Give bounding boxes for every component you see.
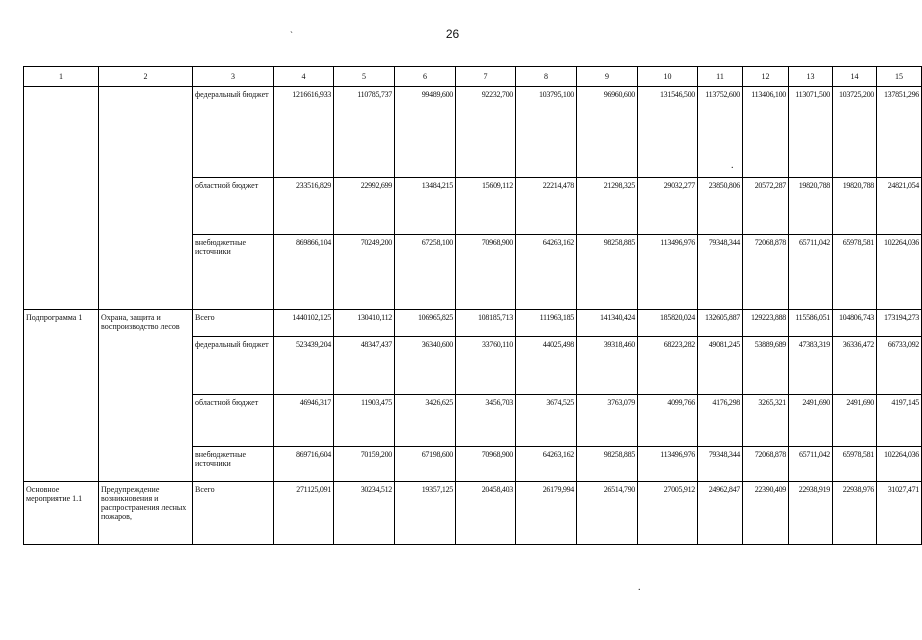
amount-cell: 46946,317	[274, 395, 334, 447]
column-number-header: 15	[877, 67, 922, 87]
amount-cell: 103725,200	[833, 87, 877, 178]
amount-cell: 65711,042	[789, 235, 833, 310]
amount-cell: 20572,287	[743, 178, 789, 235]
amount-cell: 92232,700	[456, 87, 516, 178]
amount-cell: 115586,051	[789, 310, 833, 337]
amount-cell: 2491,690	[833, 395, 877, 447]
amount-cell: 102264,036	[877, 235, 922, 310]
funding-source-cell: внебюджетные источники	[193, 235, 274, 310]
amount-cell: 113406,100	[743, 87, 789, 178]
table-row	[24, 87, 922, 178]
table-row	[24, 310, 922, 337]
scan-mark: `	[290, 30, 293, 40]
amount-cell: 1440102,125	[274, 310, 334, 337]
amount-cell: 24821,054	[877, 178, 922, 235]
amount-cell: 113496,976	[638, 447, 698, 482]
amount-cell: 48347,437	[334, 337, 395, 395]
funding-source-cell: федеральный бюджет	[193, 87, 274, 178]
program-description-cell	[99, 87, 193, 310]
amount-cell: 98258,885	[577, 447, 638, 482]
amount-cell: 3456,703	[456, 395, 516, 447]
amount-cell: 523439,204	[274, 337, 334, 395]
amount-cell: 2491,690	[789, 395, 833, 447]
amount-cell: 65978,581	[833, 235, 877, 310]
amount-cell: 70968,900	[456, 447, 516, 482]
page-number: 26	[445, 27, 460, 41]
amount-cell: 19357,125	[395, 482, 456, 545]
column-number-header: 3	[193, 67, 274, 87]
column-number-header: 1	[24, 67, 99, 87]
amount-cell: 102264,036	[877, 447, 922, 482]
amount-cell: 173194,273	[877, 310, 922, 337]
column-number-header: 12	[743, 67, 789, 87]
amount-cell: 131546,500	[638, 87, 698, 178]
amount-cell: 113752,600	[698, 87, 743, 178]
table-row	[24, 482, 922, 545]
amount-cell: 68223,282	[638, 337, 698, 395]
amount-cell: 110785,737	[334, 87, 395, 178]
amount-cell: 3674,525	[516, 395, 577, 447]
amount-cell: 29032,277	[638, 178, 698, 235]
amount-cell: 72068,878	[743, 447, 789, 482]
amount-cell: 36340,600	[395, 337, 456, 395]
amount-cell: 39318,460	[577, 337, 638, 395]
funding-source-cell: областной бюджет	[193, 178, 274, 235]
amount-cell: 26514,790	[577, 482, 638, 545]
amount-cell: 20458,403	[456, 482, 516, 545]
amount-cell: 49081,245	[698, 337, 743, 395]
amount-cell: 67198,600	[395, 447, 456, 482]
amount-cell: 108185,713	[456, 310, 516, 337]
amount-cell: 233516,829	[274, 178, 334, 235]
column-number-header: 8	[516, 67, 577, 87]
column-number-header: 10	[638, 67, 698, 87]
column-number-header: 11	[698, 67, 743, 87]
program-name-cell: Основное мероприятие 1.1	[24, 482, 99, 545]
amount-cell: 70159,200	[334, 447, 395, 482]
amount-cell: 98258,885	[577, 235, 638, 310]
amount-cell: 137851,296	[877, 87, 922, 178]
program-name-cell: Подпрограмма 1	[24, 310, 99, 482]
column-numbers-row	[24, 67, 922, 87]
amount-cell: 1216616,933	[274, 87, 334, 178]
amount-cell: 44025,498	[516, 337, 577, 395]
amount-cell: 13484,215	[395, 178, 456, 235]
amount-cell: 3426,625	[395, 395, 456, 447]
amount-cell: 4197,145	[877, 395, 922, 447]
amount-cell: 53889,689	[743, 337, 789, 395]
amount-cell: 11903,475	[334, 395, 395, 447]
amount-cell: 79348,344	[698, 447, 743, 482]
scan-speck: .	[731, 160, 734, 171]
amount-cell: 3763,079	[577, 395, 638, 447]
column-number-header: 9	[577, 67, 638, 87]
amount-cell: 869716,604	[274, 447, 334, 482]
amount-cell: 22390,409	[743, 482, 789, 545]
amount-cell: 19820,788	[789, 178, 833, 235]
amount-cell: 30234,512	[334, 482, 395, 545]
amount-cell: 72068,878	[743, 235, 789, 310]
amount-cell: 67258,100	[395, 235, 456, 310]
amount-cell: 106965,825	[395, 310, 456, 337]
amount-cell: 24962,847	[698, 482, 743, 545]
funding-source-cell: Всего	[193, 482, 274, 545]
amount-cell: 64263,162	[516, 447, 577, 482]
program-name-cell	[24, 87, 99, 310]
column-number-header: 7	[456, 67, 516, 87]
column-number-header: 5	[334, 67, 395, 87]
amount-cell: 22938,976	[833, 482, 877, 545]
amount-cell: 132605,887	[698, 310, 743, 337]
program-description-cell: Охрана, защита и воспроизводство лесов	[99, 310, 193, 482]
amount-cell: 130410,112	[334, 310, 395, 337]
amount-cell: 27005,912	[638, 482, 698, 545]
amount-cell: 22992,699	[334, 178, 395, 235]
amount-cell: 70249,200	[334, 235, 395, 310]
amount-cell: 96960,600	[577, 87, 638, 178]
amount-cell: 4176,298	[698, 395, 743, 447]
funding-source-cell: внебюджетные источники	[193, 447, 274, 482]
amount-cell: 271125,091	[274, 482, 334, 545]
column-number-header: 2	[99, 67, 193, 87]
column-number-header: 13	[789, 67, 833, 87]
amount-cell: 869866,104	[274, 235, 334, 310]
column-number-header: 6	[395, 67, 456, 87]
budget-table	[23, 66, 922, 545]
amount-cell: 22214,478	[516, 178, 577, 235]
amount-cell: 66733,092	[877, 337, 922, 395]
amount-cell: 79348,344	[698, 235, 743, 310]
amount-cell: 65711,042	[789, 447, 833, 482]
amount-cell: 22938,919	[789, 482, 833, 545]
amount-cell: 103795,100	[516, 87, 577, 178]
scan-speck: .	[638, 582, 641, 593]
amount-cell: 111963,185	[516, 310, 577, 337]
amount-cell: 64263,162	[516, 235, 577, 310]
funding-source-cell: федеральный бюджет	[193, 337, 274, 395]
column-number-header: 4	[274, 67, 334, 87]
amount-cell: 47383,319	[789, 337, 833, 395]
amount-cell: 185820,024	[638, 310, 698, 337]
amount-cell: 65978,581	[833, 447, 877, 482]
amount-cell: 4099,766	[638, 395, 698, 447]
program-description-cell: Предупреждение возникновения и распространения лесных пожаров,	[99, 482, 193, 545]
amount-cell: 21298,325	[577, 178, 638, 235]
amount-cell: 141340,424	[577, 310, 638, 337]
amount-cell: 36336,472	[833, 337, 877, 395]
funding-source-cell: Всего	[193, 310, 274, 337]
amount-cell: 129223,888	[743, 310, 789, 337]
amount-cell: 3265,321	[743, 395, 789, 447]
amount-cell: 33760,110	[456, 337, 516, 395]
amount-cell: 23850,806	[698, 178, 743, 235]
column-number-header: 14	[833, 67, 877, 87]
amount-cell: 104806,743	[833, 310, 877, 337]
funding-source-cell: областной бюджет	[193, 395, 274, 447]
amount-cell: 113496,976	[638, 235, 698, 310]
amount-cell: 26179,994	[516, 482, 577, 545]
amount-cell: 99489,600	[395, 87, 456, 178]
amount-cell: 31027,471	[877, 482, 922, 545]
amount-cell: 113071,500	[789, 87, 833, 178]
amount-cell: 19820,788	[833, 178, 877, 235]
amount-cell: 15609,112	[456, 178, 516, 235]
amount-cell: 70968,900	[456, 235, 516, 310]
